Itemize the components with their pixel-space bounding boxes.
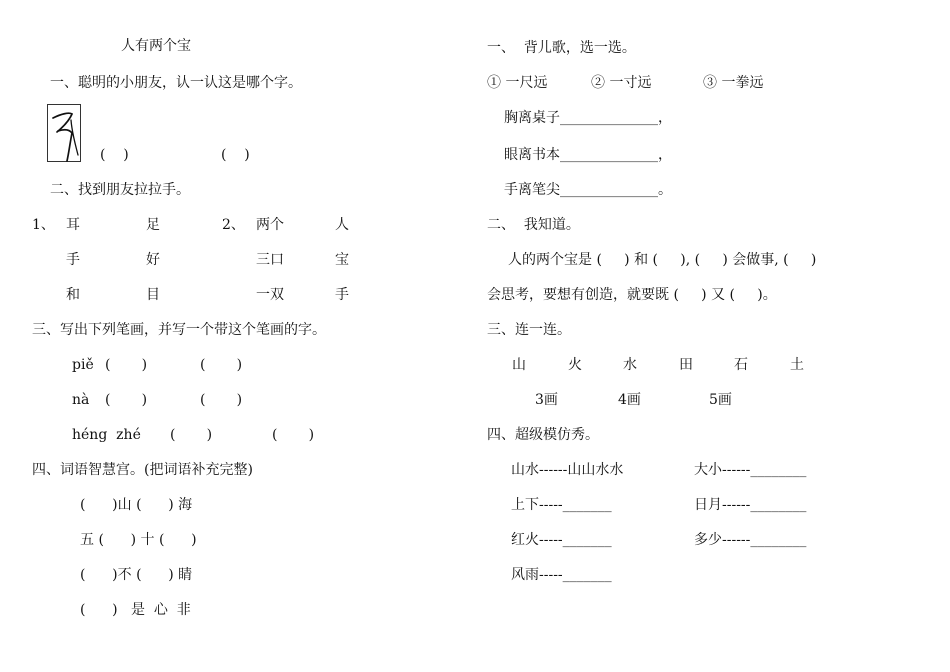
match-word: 一双 <box>256 287 284 303</box>
char-answer-blank-1: ( ) <box>100 147 129 163</box>
stroke-pinyin: héng zhé <box>72 427 141 443</box>
idiom-row: ( )山 ( ) 海 <box>80 497 193 513</box>
char-blank: ( ) <box>200 357 243 373</box>
connect-char: 田 <box>679 357 693 373</box>
match-word: 足 <box>146 217 160 233</box>
rhyme-line: 眼离书本______________， <box>504 147 672 163</box>
connect-char: 土 <box>790 357 804 373</box>
r-section3-heading: 三、连一连。 <box>487 322 571 338</box>
match-word: 好 <box>146 252 160 268</box>
imitate-item: 多少------________ <box>694 532 807 548</box>
stroke-blank: ( ) <box>105 392 148 408</box>
r-section2-heading: 二、 我知道。 <box>487 217 580 233</box>
match-word: 宝 <box>335 252 349 268</box>
group1-label: 1、 <box>32 217 55 233</box>
match-word: 人 <box>335 217 349 233</box>
handwritten-character-glyph <box>48 105 82 163</box>
rhyme-line: 手离笔尖______________。 <box>504 182 672 198</box>
connect-char: 火 <box>568 357 582 373</box>
section4-heading: 四、词语智慧宫。(把词语补充完整) <box>32 462 253 478</box>
connect-char: 石 <box>734 357 748 373</box>
section1-heading: 一、聪明的小朋友，认一认这是哪个字。 <box>50 75 302 91</box>
option-3: ③ 一拳远 <box>703 75 764 91</box>
rhyme-line: 胸离桌子______________， <box>504 110 672 126</box>
stroke-blank: ( ) <box>170 427 213 443</box>
stroke-count: 5画 <box>709 392 732 408</box>
match-word: 两个 <box>256 217 284 233</box>
imitate-item: 上下-----_______ <box>511 497 612 513</box>
r-section4-heading: 四、超级模仿秀。 <box>487 427 599 443</box>
stroke-count: 4画 <box>618 392 641 408</box>
section2-heading: 二、找到朋友拉拉手。 <box>50 182 190 198</box>
page-title: 人有两个宝 <box>121 38 191 54</box>
char-blank: ( ) <box>200 392 243 408</box>
imitate-item: 日月------________ <box>694 497 807 513</box>
char-blank: ( ) <box>272 427 315 443</box>
fill-line-1: 人的两个宝是 ( ) 和 ( ), ( ) 会做事, ( ) <box>508 252 817 268</box>
idiom-row: ( )不 ( ) 睛 <box>80 567 193 583</box>
stroke-pinyin: nà <box>72 392 90 408</box>
connect-char: 山 <box>512 357 526 373</box>
section3-heading: 三、写出下列笔画，并写一个带这个笔画的字。 <box>32 322 326 338</box>
idiom-row: 五 ( ) 十 ( ) <box>80 532 197 548</box>
fill-line-2: 会思考，要想有创造，就要既 ( ) 又 ( )。 <box>487 287 777 303</box>
stroke-blank: ( ) <box>105 357 148 373</box>
imitate-item: 大小------________ <box>694 462 807 478</box>
match-word: 手 <box>66 252 80 268</box>
character-image-box <box>47 104 81 162</box>
imitate-item: 山水------山山水水 <box>511 462 624 478</box>
imitate-item: 风雨-----_______ <box>511 567 612 583</box>
match-word: 和 <box>66 287 80 303</box>
group2-label: 2、 <box>222 217 245 233</box>
match-word: 耳 <box>66 217 80 233</box>
option-2: ② 一寸远 <box>591 75 652 91</box>
char-answer-blank-2: ( ) <box>221 147 250 163</box>
imitate-item: 红火-----_______ <box>511 532 612 548</box>
stroke-count: 3画 <box>535 392 558 408</box>
match-word: 三口 <box>256 252 284 268</box>
stroke-pinyin: piě <box>72 357 94 373</box>
r-section1-heading: 一、 背儿歌，选一选。 <box>487 40 636 56</box>
match-word: 目 <box>146 287 160 303</box>
idiom-row: ( ) 是 心 非 <box>80 602 191 618</box>
match-word: 手 <box>335 287 349 303</box>
option-1: ① 一尺远 <box>487 75 548 91</box>
connect-char: 水 <box>623 357 637 373</box>
